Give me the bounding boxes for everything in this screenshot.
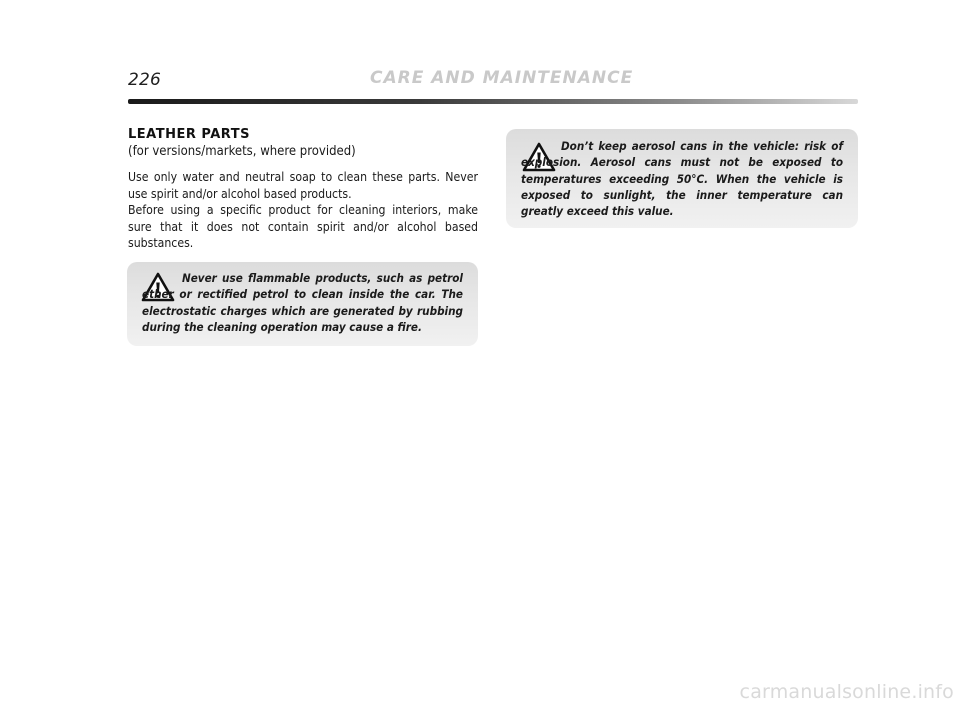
warning-text-flammable: Never use flammable products, such as petrol ether or rectified petrol to clean inside the car. The electrostatic charges which are generated by rubbing during the cleaning operation may cause a fire. <box>142 271 463 334</box>
watermark: carmanualsonline.info <box>739 681 954 703</box>
leather-parts-section <box>128 127 478 252</box>
header-rule <box>128 99 858 104</box>
section-title: LEATHER PARTS <box>128 127 250 142</box>
warning-text-aerosol: Don’t keep aerosol cans in the vehicle: risk of explosion. Aerosol cans must not be exposed to temperatures exceeding 50°C. When the vehicle is exposed to sunlight, the inner temperature can greatly exceed this value. <box>521 139 843 219</box>
warning-box-aerosol <box>506 129 858 228</box>
section-subtitle: (for versions/markets, where provided) <box>128 144 356 159</box>
section-header: CARE AND MAINTENANCE <box>370 68 634 88</box>
page-number: 226 <box>128 70 162 90</box>
body-text <box>128 169 478 252</box>
warning-box-flammable <box>127 262 478 346</box>
body-paragraph-1: Use only water and neutral soap to clean these parts. Never use spirit and/or alcohol based products. <box>128 170 478 201</box>
body-paragraph-2: Before using a specific product for cleaning interiors, make sure that it does not contain spirit and/or alcohol based substances. <box>128 203 478 250</box>
